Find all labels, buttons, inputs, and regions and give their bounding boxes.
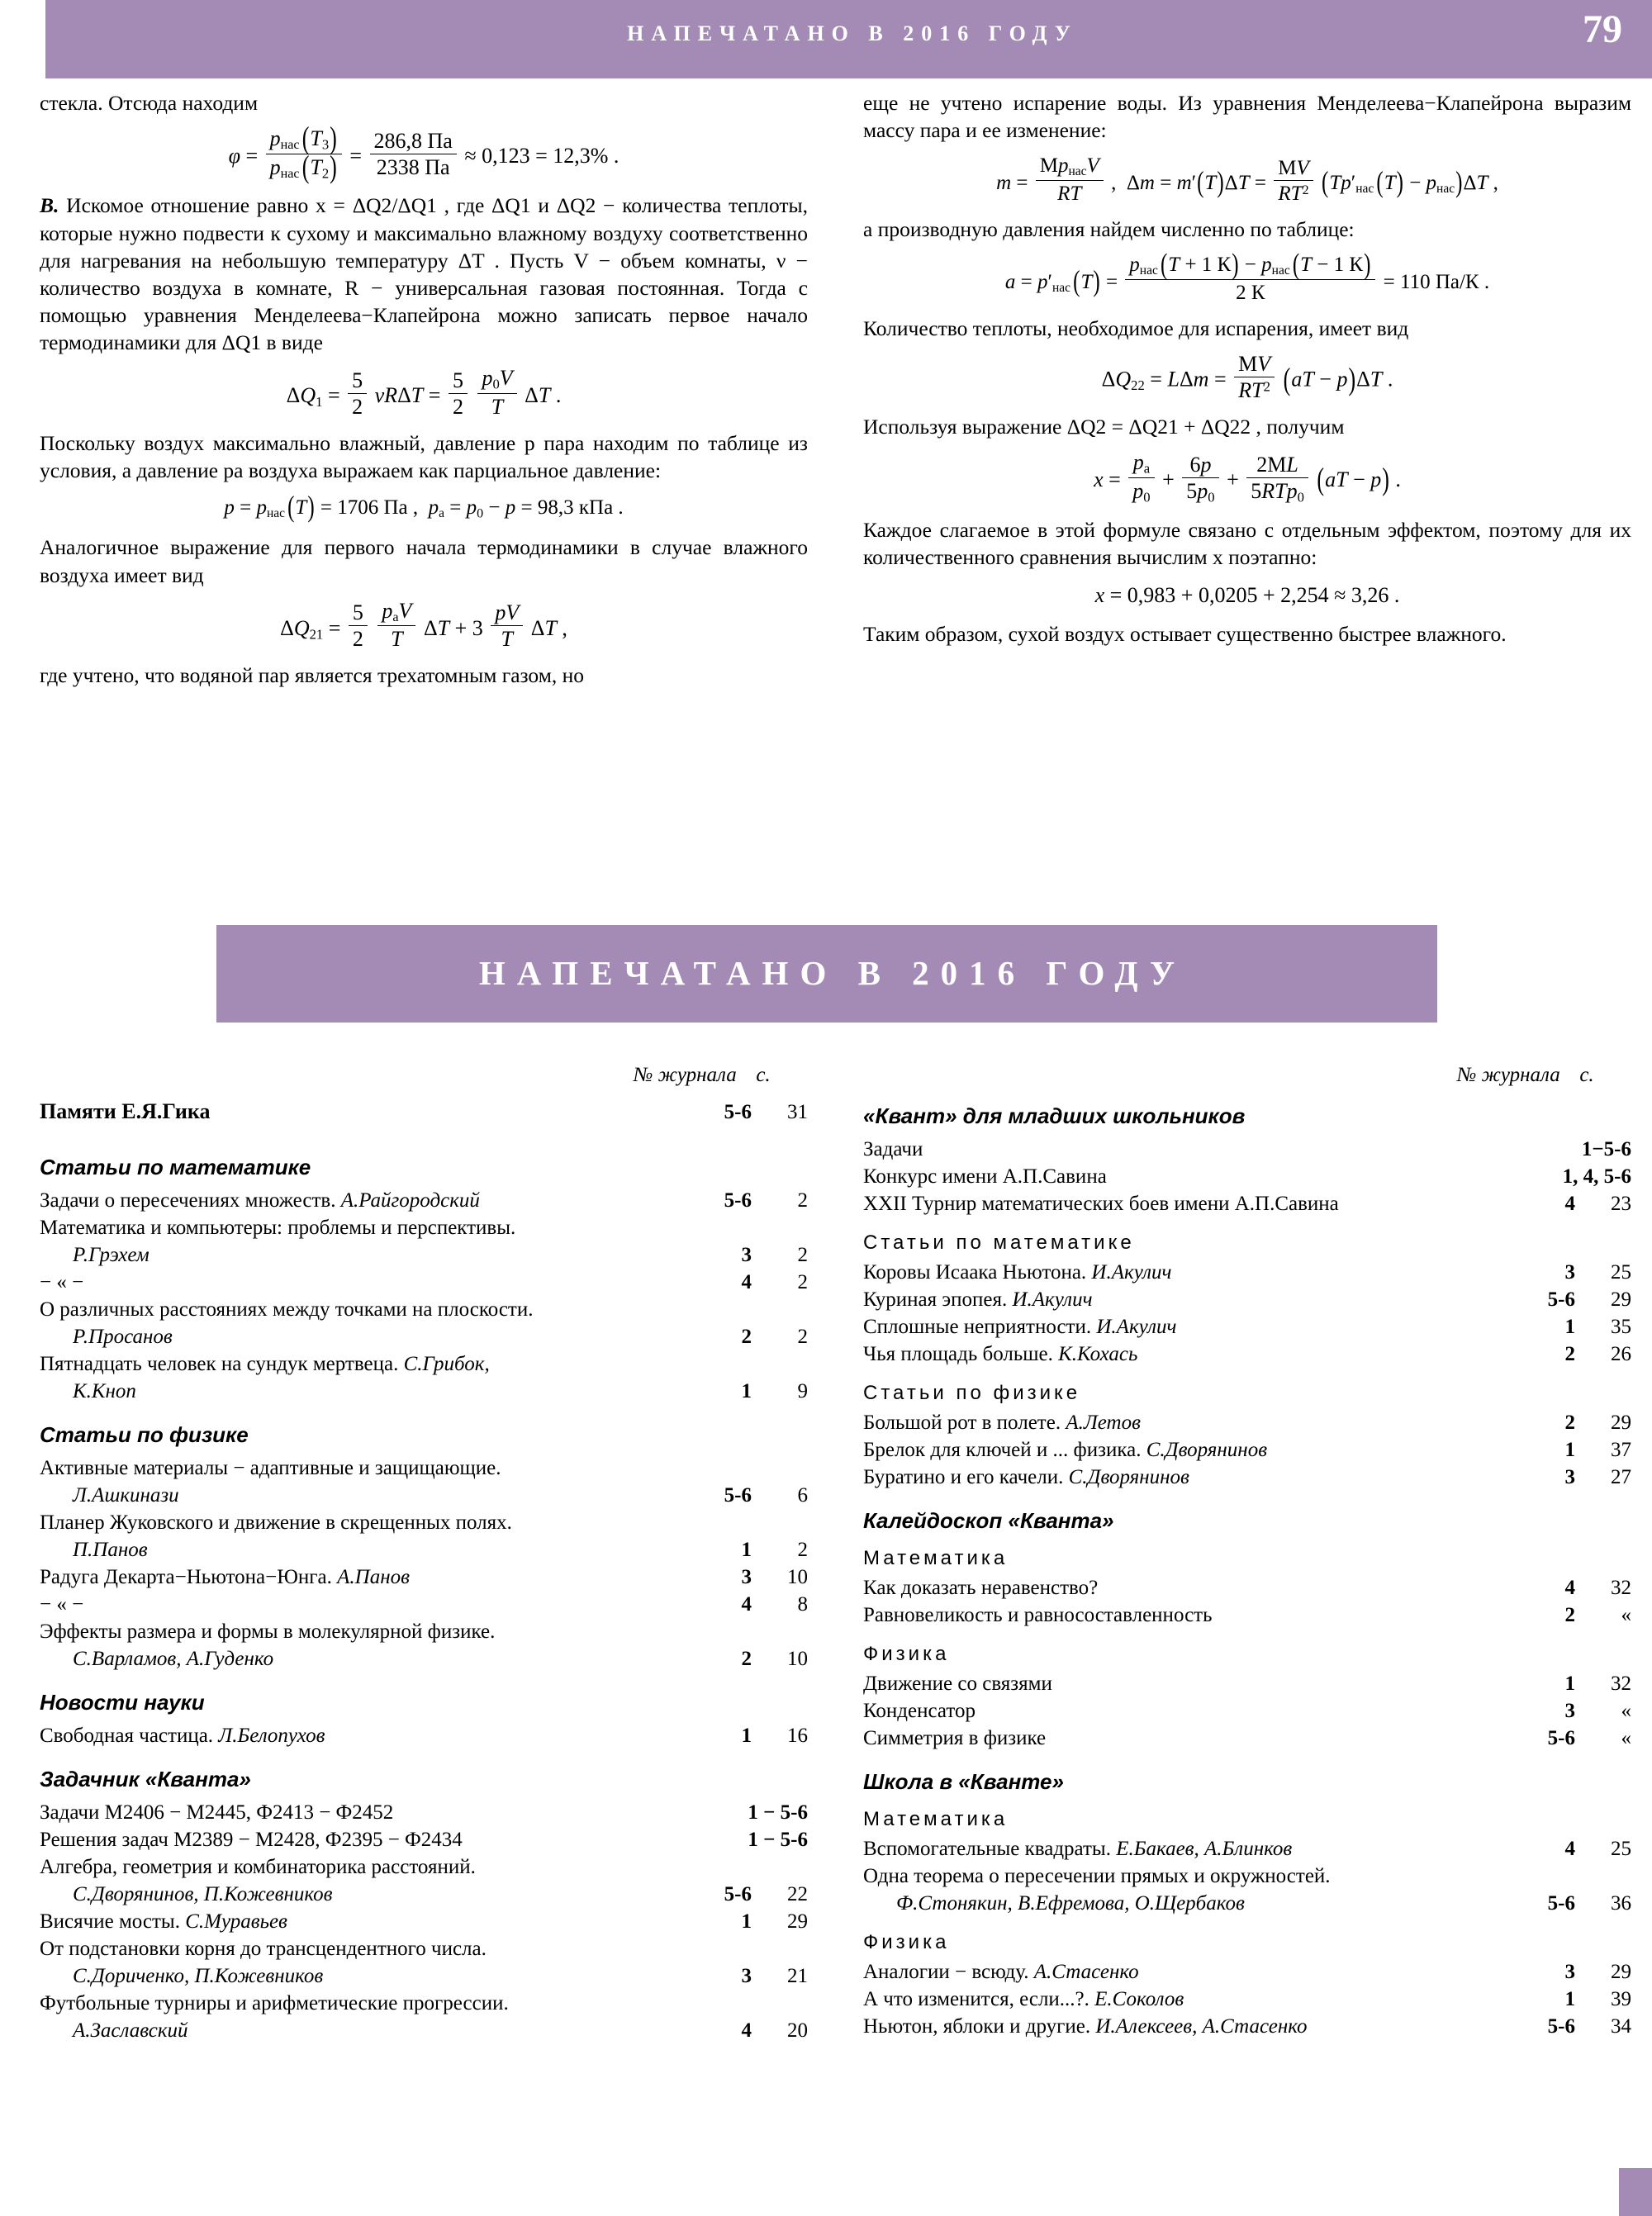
contents-row[interactable] bbox=[40, 1483, 808, 1510]
contents-row[interactable] bbox=[40, 1936, 808, 1963]
paragraph-lead-letter: В. bbox=[40, 193, 59, 218]
contents-title: Ньютон, яблоки и другие. И.Алексеев, А.Стасенко bbox=[863, 2015, 1308, 2038]
formula-mass-vapor: m = $\frac{\text{MpнасV}}{RT}$ , Δm = m′(T)ΔT = $\frac{MV}{RT^2}$ (Tp′нас (T) − pнас)ΔT , bbox=[996, 154, 1498, 206]
contents-row[interactable] bbox=[40, 1723, 808, 1750]
contents-issue: 5-6 bbox=[1547, 2015, 1575, 2038]
contents-author: Р.Грэхем bbox=[73, 1243, 150, 1266]
contents-title: Сплошные неприятности. И.Акулич bbox=[863, 1316, 1177, 1338]
paragraph-right-4: Используя выражение ΔQ2 = ΔQ21 + ΔQ22 , получим bbox=[863, 415, 1345, 439]
contents-row[interactable] bbox=[863, 1191, 1631, 1218]
contents-title: Одна теорема о пересечении прямых и окружностей. bbox=[863, 1865, 1331, 1887]
contents-issue: 3 bbox=[741, 1565, 752, 1588]
contents-issue: 5-6 bbox=[724, 1101, 752, 1123]
contents-row[interactable] bbox=[40, 1909, 808, 1936]
contents-row[interactable] bbox=[863, 1260, 1631, 1287]
contents-author: С.Грибок, bbox=[403, 1352, 490, 1375]
contents-title: Радуга Декарта−Ньютона−Юнга. А.Панов bbox=[40, 1565, 410, 1588]
contents-row[interactable] bbox=[863, 1464, 1631, 1492]
contents-row[interactable] bbox=[863, 1602, 1631, 1630]
formula-phi-ratio: φ = $\frac{pнас (T_3)}{pнас (T_2)}$ = $\frac{286,8 Па}{2338 Па}$ ≈ 0,123 = 12,3% . bbox=[228, 121, 620, 185]
contents-author: С.Дворянинов bbox=[1146, 1439, 1268, 1461]
contents-title: Аналогии − всюду. А.Стасенко bbox=[863, 1961, 1139, 1983]
contents-row[interactable] bbox=[863, 1959, 1631, 1986]
contents-issue: 5-6 bbox=[724, 1189, 752, 1212]
contents-section-heading: Задачник «Кванта» bbox=[40, 1766, 251, 1791]
contents-title: Куриная эпопея. И.Акулич bbox=[863, 1288, 1093, 1311]
contents-author: Л.Белопухов bbox=[218, 1724, 325, 1747]
contents-row[interactable] bbox=[40, 2018, 808, 2045]
contents-issue: 5-6 bbox=[1547, 1288, 1575, 1311]
contents-title: Свободная частица. Л.Белопухов bbox=[40, 1724, 325, 1747]
contents-title bbox=[40, 1378, 653, 1406]
contents-issue: 4 bbox=[1564, 1193, 1575, 1215]
contents-row[interactable] bbox=[863, 1575, 1631, 1602]
contents-title bbox=[40, 1483, 653, 1510]
contents-title: Математика и компьютеры: проблемы и перспективы. bbox=[40, 1216, 516, 1239]
contents-issue: 2 bbox=[1564, 1412, 1575, 1434]
article-body bbox=[0, 89, 1652, 882]
page-number: 79 bbox=[1583, 7, 1622, 51]
contents-page: 31 bbox=[787, 1101, 808, 1123]
contents-issue: 1, 4, 5-6 bbox=[1562, 1165, 1631, 1188]
contents-section-heading: Новости науки bbox=[40, 1689, 205, 1715]
contents-row[interactable] bbox=[863, 1287, 1631, 1314]
contents-issue: 4 bbox=[741, 2019, 752, 2042]
contents-author: С.Варламов, А.Гуденко bbox=[73, 1647, 274, 1670]
contents-issue: 1 − 5-6 bbox=[748, 1828, 808, 1851]
contents-title: Задачи bbox=[863, 1138, 923, 1160]
contents-issue: 1 bbox=[1564, 1988, 1575, 2010]
contents-page: 2 bbox=[797, 1325, 808, 1348]
contents-page: 10 bbox=[787, 1565, 808, 1588]
contents-author: П.Панов bbox=[73, 1538, 148, 1561]
contents-row[interactable] bbox=[40, 1800, 808, 1827]
contents-issue: 1−5-6 bbox=[1581, 1138, 1631, 1160]
contents-page: 37 bbox=[1611, 1439, 1631, 1461]
contents-row[interactable] bbox=[40, 1881, 808, 1909]
contents-author: И.Алексеев, А.Стасенко bbox=[1095, 2015, 1308, 2038]
contents-row[interactable] bbox=[40, 1098, 808, 1127]
contents-issue: 5-6 bbox=[724, 1483, 752, 1507]
contents-author: К.Кноп bbox=[73, 1379, 136, 1402]
contents-page: 29 bbox=[1611, 1288, 1631, 1311]
page-header-bar bbox=[45, 0, 1652, 78]
contents-author: Е.Соколов bbox=[1094, 1988, 1184, 2010]
contents-row[interactable] bbox=[863, 1698, 1631, 1725]
contents-author: Ф.Стонякин, В.Ефремова, О.Щербаков bbox=[896, 1892, 1245, 1915]
contents-row[interactable] bbox=[40, 1455, 808, 1483]
contents-issue: 1 bbox=[741, 1538, 752, 1561]
contents-title bbox=[40, 1537, 653, 1564]
contents-page: « bbox=[1621, 1604, 1631, 1626]
paragraph-left-2-text: Искомое отношение равно x = ΔQ2/ΔQ1 , где ΔQ1 и ΔQ2 − количества теплоты, которые нужно подвести к сухому и максимально влажному воздуху соответственно для нагревания на небольшую температуру ΔT . Пусть V − объем комнаты, ν − количество воздуха в комнате, R − универсальная газовая постоянная. Тогда с помощью уравнения Менделеева−Клапейрона можно записать первое начало термодинамики для ΔQ1 в виде bbox=[40, 193, 809, 355]
spacer bbox=[40, 1127, 808, 1138]
contents-issue: 2 bbox=[1564, 1343, 1575, 1365]
contents-issue: 4 bbox=[1564, 1838, 1575, 1860]
contents-page: 36 bbox=[1611, 1892, 1631, 1915]
paragraph-left-1: стекла. Отсюда находим bbox=[40, 91, 259, 115]
contents-page: 20 bbox=[787, 2019, 808, 2042]
contents-subsection-heading: Физика bbox=[863, 1931, 950, 1953]
contents-title: Висячие мосты. С.Муравьев bbox=[40, 1910, 287, 1933]
contents-page: 29 bbox=[787, 1910, 808, 1933]
contents-row[interactable] bbox=[863, 1863, 1631, 1891]
contents-author: И.Акулич bbox=[1012, 1288, 1093, 1311]
contents-issue: 5-6 bbox=[1547, 1727, 1575, 1749]
section-banner bbox=[216, 925, 1437, 1023]
article-column-left bbox=[40, 89, 808, 691]
contents-title: − « − bbox=[40, 1270, 84, 1293]
contents-row[interactable] bbox=[863, 1314, 1631, 1341]
contents-row[interactable] bbox=[40, 1963, 808, 1991]
formula-x-expression: x = $\frac{p_a}{p_0}$ + $\frac{6p}{5p_0}$ + $\frac{2ML}{5RTp_0}$ (aT − p) . bbox=[1094, 450, 1401, 505]
contents-issue: 1 bbox=[1564, 1673, 1575, 1695]
contents-row[interactable] bbox=[40, 1324, 808, 1351]
contents-title: Движение со связями bbox=[863, 1673, 1052, 1695]
contents-row[interactable] bbox=[863, 1725, 1631, 1753]
contents-issue: 1 − 5-6 bbox=[748, 1801, 808, 1824]
paragraph-right-3: Количество теплоты, необходимое для испарения, имеет вид bbox=[863, 316, 1409, 340]
contents-page: 8 bbox=[797, 1592, 808, 1616]
contents-page: 29 bbox=[1611, 1961, 1631, 1983]
contents-title: Конкурс имени А.П.Савина bbox=[863, 1165, 1107, 1188]
contents-column-right bbox=[863, 1064, 1631, 2041]
contents-author: А.Заславский bbox=[73, 2019, 188, 2042]
contents-page: 23 bbox=[1611, 1193, 1631, 1215]
contents-page: « bbox=[1621, 1727, 1631, 1749]
contents-page: « bbox=[1621, 1700, 1631, 1722]
contents-row[interactable] bbox=[863, 1341, 1631, 1369]
contents-issue: 5-6 bbox=[1547, 1892, 1575, 1915]
contents-title bbox=[40, 2018, 653, 2045]
contents-issue: 1 bbox=[1564, 1439, 1575, 1461]
contents-section-heading: Школа в «Кванте» bbox=[863, 1769, 1064, 1794]
contents-page: 26 bbox=[1611, 1343, 1631, 1365]
formula-partial-pressure: p = pнас (T) = 1706 Па , pа = $p_0 - p = 98,3$ кПа . bbox=[224, 491, 624, 524]
contents-row[interactable] bbox=[40, 1537, 808, 1564]
contents-section-heading: Статьи по математике bbox=[40, 1154, 311, 1179]
contents-page: 27 bbox=[1611, 1466, 1631, 1488]
contents-row[interactable] bbox=[40, 1188, 808, 1215]
contents-author: Л.Ашкинази bbox=[73, 1483, 179, 1507]
contents-title: Эффекты размера и формы в молекулярной физике. bbox=[40, 1620, 496, 1643]
contents-row[interactable] bbox=[863, 2014, 1631, 2041]
formula-delta-q21: $\Delta Q_{21}$ = $\frac{5}{2}$ $\frac{\text{pаV}}{T}$ ΔT + 3 $\frac{pV}{T}$ ΔT , bbox=[280, 598, 567, 652]
contents-page: 2 bbox=[797, 1270, 808, 1293]
contents-row[interactable] bbox=[863, 1986, 1631, 2014]
contents-title: − « − bbox=[40, 1592, 84, 1616]
contents-title bbox=[40, 1324, 653, 1351]
contents-title: Планер Жуковского и движение в скрещенных полях. bbox=[40, 1511, 512, 1534]
contents-row[interactable] bbox=[40, 1827, 808, 1854]
contents-row[interactable] bbox=[863, 1136, 1631, 1164]
contents-page: 34 bbox=[1611, 2015, 1631, 2038]
contents-issue: 2 bbox=[741, 1647, 752, 1670]
paragraph-left-4: Аналогичное выражение для первого начала термодинамики в случае влажного воздуха имеет вид bbox=[40, 535, 808, 587]
contents-author: Е.Бакаев, А.Блинков bbox=[1116, 1838, 1293, 1860]
contents-page: 32 bbox=[1611, 1577, 1631, 1599]
contents-title: Симметрия в физике bbox=[863, 1727, 1047, 1749]
paragraph-right-1: еще не учтено испарение воды. Из уравнения Менделеева−Клапейрона выразим массу пара и ее изменение: bbox=[863, 91, 1631, 143]
contents-page: 25 bbox=[1611, 1838, 1631, 1860]
contents-issue: 4 bbox=[741, 1270, 752, 1293]
contents-issue: 1 bbox=[741, 1379, 752, 1402]
contents-page: 2 bbox=[797, 1243, 808, 1266]
contents-row[interactable] bbox=[40, 1269, 808, 1297]
contents-column-header-right bbox=[863, 1064, 1631, 1087]
contents-issue: 3 bbox=[1564, 1700, 1575, 1722]
contents-title: Большой рот в полете. А.Летов bbox=[863, 1412, 1141, 1434]
contents-issue: 3 bbox=[1564, 1961, 1575, 1983]
contents-title: Алгебра, геометрия и комбинаторика расстояний. bbox=[40, 1855, 476, 1878]
contents-title: От подстановки корня до трансцендентного числа. bbox=[40, 1937, 487, 1960]
contents-column-left bbox=[40, 1064, 808, 2045]
paragraph-right-5: Каждое слагаемое в этой формуле связано с отдельным эффектом, поэтому для их количественного сравнения вычислим x поэтапно: bbox=[863, 517, 1631, 569]
article-column-right bbox=[863, 89, 1631, 649]
contents-author: А.Стасенко bbox=[1033, 1961, 1139, 1983]
contents-title: Конденсатор bbox=[863, 1700, 976, 1722]
contents-author: К.Кохась bbox=[1058, 1343, 1138, 1365]
contents-author: С.Муравьев bbox=[185, 1910, 287, 1933]
contents-row[interactable] bbox=[40, 1619, 808, 1646]
contents-title bbox=[40, 1242, 653, 1269]
contents-author: Р.Просанов bbox=[73, 1325, 173, 1348]
contents-title: Активные материалы − адаптивные и защищающие. bbox=[40, 1456, 501, 1479]
contents-title bbox=[40, 1881, 653, 1909]
contents-page: 35 bbox=[1611, 1316, 1631, 1338]
contents-author: И.Акулич bbox=[1096, 1316, 1177, 1338]
contents-issue: 1 bbox=[741, 1724, 752, 1747]
paragraph-left-3: Поскольку воздух максимально влажный, давление p пара находим по таблице из условия, а давление pa воздуха выражаем как парциальное давление: bbox=[40, 430, 808, 483]
col-head-issue-left: № журнала bbox=[633, 1064, 737, 1086]
contents-section-heading: Калейдоскоп «Кванта» bbox=[863, 1508, 1114, 1533]
contents-row[interactable] bbox=[40, 1242, 808, 1269]
contents-row[interactable] bbox=[863, 1164, 1631, 1191]
contents-title: Вспомогательные квадраты. Е.Бакаев, А.Блинков bbox=[863, 1838, 1293, 1860]
paragraph-left-5: где учтено, что водяной пар является трехатомным газом, но bbox=[40, 663, 584, 688]
contents-section-heading: «Квант» для младших школьников bbox=[863, 1103, 1246, 1128]
contents-issue: 3 bbox=[741, 1964, 752, 1987]
contents-page: 2 bbox=[797, 1189, 808, 1212]
contents-row[interactable] bbox=[863, 1410, 1631, 1437]
contents-row[interactable] bbox=[40, 1854, 808, 1881]
contents-row[interactable] bbox=[40, 1646, 808, 1673]
contents-page: 32 bbox=[1611, 1673, 1631, 1695]
formula-x-numeric: x = 0,983 + 0,0205 + 2,254 ≈ 3,26 . bbox=[1094, 582, 1400, 607]
formula-pressure-derivative: a = p′нас (T) = $\frac{\text{pнас (T + 1 К) − pнас (T − 1 К)}}{2 К}$ = 110 Па/К . bbox=[1004, 249, 1490, 304]
col-head-page-right: с. bbox=[1579, 1064, 1594, 1086]
contents-section-heading: Статьи по физике bbox=[40, 1421, 249, 1447]
contents-title: Футбольные турниры и арифметические прогрессии. bbox=[40, 1991, 509, 2014]
contents-issue: 3 bbox=[1564, 1466, 1575, 1488]
contents-page: 16 bbox=[787, 1724, 808, 1747]
contents-issue: 4 bbox=[1564, 1577, 1575, 1599]
contents-issue: 5-6 bbox=[724, 1882, 752, 1905]
contents-row[interactable] bbox=[40, 1215, 808, 1242]
contents-issue: 4 bbox=[741, 1592, 752, 1616]
contents-title bbox=[40, 1963, 653, 1991]
contents-title: Задачи М2406 − М2445, Ф2413 − Ф2452 bbox=[40, 1801, 394, 1824]
contents-row[interactable] bbox=[40, 1378, 808, 1406]
contents-page: 29 bbox=[1611, 1412, 1631, 1434]
contents-author: С.Дворянинов, П.Кожевников bbox=[73, 1882, 333, 1905]
contents-author: И.Акулич bbox=[1091, 1261, 1172, 1284]
contents-row[interactable] bbox=[863, 1437, 1631, 1464]
contents-title: Памяти Е.Я.Гика bbox=[40, 1099, 211, 1123]
contents-page: 6 bbox=[797, 1483, 808, 1507]
contents-row[interactable] bbox=[40, 1351, 808, 1378]
contents-author: С.Дворянинов bbox=[1068, 1466, 1189, 1488]
formula-delta-q1: $\Delta Q_1$ = $\frac{5}{2}$ νRΔT = $\frac{5}{2}$ $\frac{p_0V}{T}$ ΔT . bbox=[286, 366, 562, 419]
contents-issue: 1 bbox=[1564, 1316, 1575, 1338]
contents-row[interactable] bbox=[40, 1592, 808, 1619]
contents-title: Брелок для ключей и ... физика. С.Дворянинов bbox=[863, 1439, 1268, 1461]
col-head-issue-right: № журнала bbox=[1456, 1064, 1560, 1086]
contents-row[interactable] bbox=[40, 1297, 808, 1324]
contents-subsection-heading: Физика bbox=[863, 1643, 950, 1665]
contents-page: 10 bbox=[787, 1647, 808, 1670]
running-header-title: НАПЕЧАТАНО В 2016 ГОДУ bbox=[627, 21, 1078, 45]
contents-row[interactable] bbox=[863, 1836, 1631, 1863]
contents-title: Равновеликость и равносоставленность bbox=[863, 1604, 1213, 1626]
formula-delta-q22: $\Delta Q_{22} = L\Delta m$ = $\frac{MV}{RT^2}$ (aT − p)ΔT . bbox=[1101, 352, 1393, 403]
contents-title: Как доказать неравенство? bbox=[863, 1577, 1099, 1599]
contents-subsection-heading: Статьи по математике bbox=[863, 1231, 1135, 1254]
contents-page: 22 bbox=[787, 1882, 808, 1905]
contents-title: Коровы Исаака Ньютона. И.Акулич bbox=[863, 1261, 1172, 1284]
contents-issue: 1 bbox=[741, 1910, 752, 1933]
contents-title bbox=[863, 1891, 1476, 1918]
contents-issue: 2 bbox=[1564, 1604, 1575, 1626]
contents-author: А.Летов bbox=[1066, 1412, 1141, 1434]
contents-title: Задачи о пересечениях множеств. А.Райгородский bbox=[40, 1189, 480, 1212]
contents-page: 25 bbox=[1611, 1261, 1631, 1284]
contents-subsection-heading: Статьи по физике bbox=[863, 1382, 1081, 1404]
contents-title: Решения задач М2389 − М2428, Ф2395 − Ф2434 bbox=[40, 1828, 463, 1851]
contents-subsection-heading: Математика bbox=[863, 1547, 1009, 1569]
paragraph-right-6: Таким образом, сухой воздух остывает существенно быстрее влажного. bbox=[863, 621, 1507, 646]
contents-issue: 3 bbox=[1564, 1261, 1575, 1284]
contents-page: 39 bbox=[1611, 1988, 1631, 2010]
corner-marker-tab bbox=[1619, 2168, 1652, 2216]
contents-row[interactable] bbox=[863, 1671, 1631, 1698]
contents-column-header-left bbox=[40, 1064, 808, 1087]
contents-row[interactable] bbox=[40, 1564, 808, 1592]
contents-title: XXII Турнир математических боев имени А.П.Савина bbox=[863, 1193, 1339, 1215]
section-banner-title: НАПЕЧАТАНО В 2016 ГОДУ bbox=[478, 954, 1187, 992]
paragraph-right-2: а производную давления найдем численно по таблице: bbox=[863, 217, 1355, 242]
contents-subsection-heading: Математика bbox=[863, 1808, 1009, 1830]
contents-page: 2 bbox=[797, 1538, 808, 1561]
col-head-page-left: с. bbox=[756, 1064, 771, 1086]
contents-row[interactable] bbox=[863, 1891, 1631, 1918]
paragraph-left-2 bbox=[40, 192, 808, 356]
contents-title: О различных расстояниях между точками на плоскости. bbox=[40, 1298, 534, 1321]
contents-author: С.Дориченко, П.Кожевников bbox=[73, 1964, 324, 1987]
contents-issue: 2 bbox=[741, 1325, 752, 1348]
contents-page: 21 bbox=[787, 1964, 808, 1987]
contents-title: А что изменится, если...?. Е.Соколов bbox=[863, 1988, 1184, 2010]
contents-author: А.Райгородский bbox=[340, 1189, 480, 1212]
contents-page: 9 bbox=[797, 1379, 808, 1402]
contents-author: А.Панов bbox=[337, 1565, 410, 1588]
contents-title bbox=[40, 1646, 653, 1673]
contents-title: Пятнадцать человек на сундук мертвеца. С.Грибок, bbox=[40, 1352, 490, 1375]
contents-issue: 3 bbox=[741, 1243, 752, 1266]
contents-title: Чья площадь больше. К.Кохась bbox=[863, 1343, 1138, 1365]
contents-title: Буратино и его качели. С.Дворянинов bbox=[863, 1466, 1189, 1488]
contents-row[interactable] bbox=[40, 1510, 808, 1537]
contents-row[interactable] bbox=[40, 1991, 808, 2018]
